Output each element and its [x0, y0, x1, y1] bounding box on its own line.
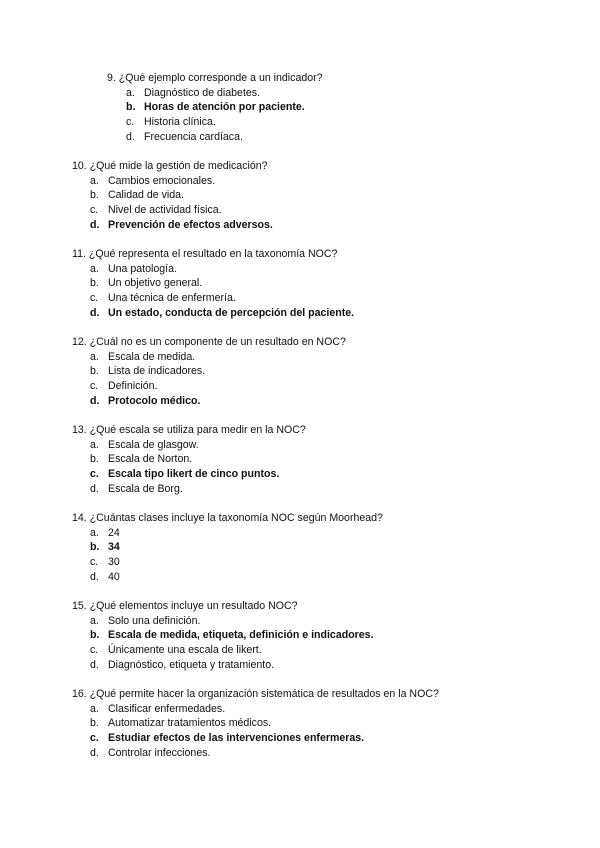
option-text: Diagnóstico, etiqueta y tratamiento.: [108, 658, 275, 671]
option-letter: d.: [126, 130, 135, 143]
answer-option: [126, 131, 243, 143]
question-text: ¿Qué elementos incluye un resultado NOC?: [89, 600, 298, 612]
question-text: ¿Cuál no es un componente de un resultado en NOC?: [89, 336, 346, 348]
option-text: Protocolo médico.: [108, 394, 201, 407]
option-text: 40: [108, 570, 120, 583]
answer-option: [90, 453, 192, 465]
answer-option: [90, 717, 271, 729]
question-text: ¿Qué ejemplo corresponde a un indicador?: [118, 72, 323, 84]
option-letter: c.: [90, 204, 99, 217]
option-text: Horas de atención por paciente.: [144, 101, 305, 114]
answer-option-correct: [90, 395, 200, 407]
answer-option: [126, 87, 260, 99]
option-letter: b.: [90, 277, 99, 290]
answer-option: [90, 644, 262, 656]
question-stem: [72, 336, 346, 348]
option-text: Una técnica de enfermería.: [108, 292, 236, 305]
option-text: Escala de medida, etiqueta, definición e indicadores.: [108, 629, 374, 642]
option-letter: a.: [126, 86, 135, 99]
answer-option-correct: [90, 468, 279, 480]
answer-option: [90, 703, 225, 715]
option-letter: c.: [90, 380, 99, 393]
answer-option: [90, 292, 236, 304]
option-text: Cambios emocionales.: [108, 174, 216, 187]
option-letter: b.: [90, 541, 100, 554]
answer-option: [90, 527, 120, 539]
option-letter: a.: [90, 614, 99, 627]
option-text: 34: [108, 541, 120, 554]
option-letter: b.: [90, 189, 99, 202]
option-text: Estudiar efectos de las intervenciones enfermeras.: [108, 732, 365, 745]
answer-option-correct: [90, 541, 120, 553]
question-number: 14.: [72, 512, 87, 524]
question-text: ¿Qué escala se utiliza para medir en la NOC?: [89, 424, 306, 436]
answer-option-correct: [90, 732, 364, 744]
option-letter: b.: [90, 629, 100, 642]
option-letter: d.: [90, 482, 99, 495]
option-text: Prevención de efectos adversos.: [108, 218, 273, 231]
option-text: Escala de Borg.: [108, 482, 183, 495]
option-letter: b.: [90, 453, 99, 466]
option-text: Historia clínica.: [144, 116, 216, 129]
question-stem: [72, 600, 298, 612]
answer-option-correct: [90, 629, 374, 641]
option-letter: b.: [90, 365, 99, 378]
question-stem: [72, 512, 383, 524]
question-text: ¿Qué permite hacer la organización sistemática de resultados en la NOC?: [89, 688, 439, 700]
option-text: Un objetivo general.: [108, 277, 203, 290]
option-letter: a.: [90, 526, 99, 539]
option-text: Automatizar tratamientos médicos.: [108, 717, 272, 730]
option-text: Escala de glasgow.: [108, 438, 199, 451]
option-letter: d.: [90, 570, 99, 583]
option-text: Una patología.: [108, 262, 177, 275]
question-stem: [107, 72, 323, 84]
option-letter: a.: [90, 262, 99, 275]
question-number: 13.: [72, 424, 87, 436]
answer-option: [90, 615, 200, 627]
option-letter: d.: [90, 746, 99, 759]
option-text: Frecuencia cardíaca.: [144, 130, 243, 143]
option-letter: b.: [90, 717, 99, 730]
answer-option: [90, 571, 120, 583]
option-letter: d.: [90, 658, 99, 671]
option-letter: d.: [90, 394, 100, 407]
option-letter: c.: [126, 116, 135, 129]
option-text: Controlar infecciones.: [108, 746, 211, 759]
option-letter: a.: [90, 702, 99, 715]
question-number: 16.: [72, 688, 87, 700]
option-text: 24: [108, 526, 120, 539]
option-text: Clasificar enfermedades.: [108, 702, 226, 715]
option-letter: c.: [90, 644, 99, 657]
question-number: 12.: [72, 336, 87, 348]
answer-option-correct: [90, 219, 273, 231]
option-text: Un estado, conducta de percepción del paciente.: [108, 306, 355, 319]
option-text: Nivel de actividad física.: [108, 204, 222, 217]
option-text: Diagnóstico de diabetes.: [144, 86, 261, 99]
question-number: 11.: [72, 248, 86, 260]
answer-option: [90, 483, 183, 495]
answer-option: [90, 556, 120, 568]
answer-option: [90, 263, 177, 275]
answer-option: [90, 659, 274, 671]
answer-option: [90, 277, 202, 289]
question-stem: [72, 424, 306, 436]
option-letter: c.: [90, 732, 99, 745]
option-letter: c.: [90, 468, 99, 481]
option-text: Escala de medida.: [108, 350, 196, 363]
option-text: Escala tipo likert de cinco puntos.: [108, 468, 280, 481]
question-text: ¿Qué mide la gestión de medicación?: [89, 160, 268, 172]
question-text: ¿Qué representa el resultado en la taxonomía NOC?: [88, 248, 338, 260]
question-stem: [72, 160, 268, 172]
answer-option-correct: [90, 307, 354, 319]
option-text: Lista de indicadores.: [108, 365, 206, 378]
option-text: 30: [108, 556, 120, 569]
option-letter: a.: [90, 438, 99, 451]
option-letter: d.: [90, 306, 100, 319]
option-letter: b.: [126, 101, 136, 114]
answer-option: [90, 747, 210, 759]
question-stem: [72, 688, 439, 700]
question-number: 15.: [72, 600, 87, 612]
answer-option-correct: [126, 101, 305, 113]
answer-option: [90, 365, 205, 377]
option-letter: c.: [90, 556, 99, 569]
answer-option: [90, 175, 215, 187]
option-text: Únicamente una escala de likert.: [108, 644, 262, 657]
option-text: Solo una definición.: [108, 614, 201, 627]
answer-option: [126, 116, 216, 128]
question-number: 10.: [72, 160, 87, 172]
answer-option: [90, 189, 184, 201]
question-text: ¿Cuántas clases incluye la taxonomía NOC según Moorhead?: [89, 512, 383, 524]
answer-option: [90, 204, 222, 216]
question-stem: [72, 248, 337, 260]
option-text: Escala de Norton.: [108, 453, 193, 466]
option-letter: c.: [90, 292, 99, 305]
answer-option: [90, 380, 157, 392]
answer-option: [90, 439, 199, 451]
answer-option: [90, 351, 195, 363]
question-number: 9.: [107, 72, 116, 84]
option-letter: a.: [90, 174, 99, 187]
option-letter: d.: [90, 218, 100, 231]
option-text: Definición.: [108, 380, 158, 393]
option-letter: a.: [90, 350, 99, 363]
option-text: Calidad de vida.: [108, 189, 184, 202]
